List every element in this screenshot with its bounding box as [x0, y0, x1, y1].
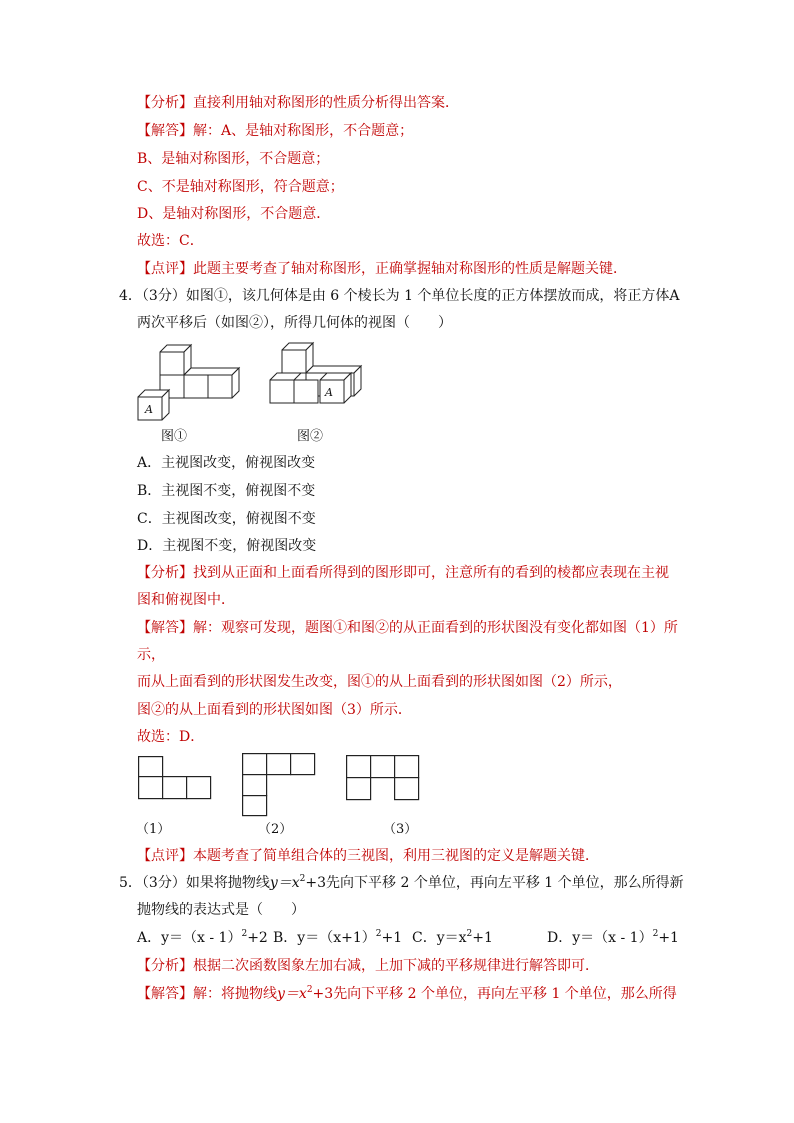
q4-answer-3: 而从上面看到的形状图发生改变，图①的从上面看到的形状图如图（2）所示，	[137, 674, 622, 690]
q5-answer: 【解答】解：将抛物线$y=x^2+3$先向下平移 2 个单位，再向左平移 1 个单位，那么所得	[137, 985, 677, 1002]
parabola-expr: y＝x	[269, 875, 300, 891]
answer-tag: 【解答】	[137, 986, 193, 1002]
q3-comment: 【点评】此题主要考查了轴对称图形，正确掌握轴对称图形的性质是解题关键．	[137, 261, 627, 277]
q5-stem-line1: 5．（3分）如果将抛物线$y=x^2+3$先向下平移 2 个单位，再向左平移 1 个单位，那么所得新	[119, 874, 684, 891]
q4-option-c: C．主视图改变，俯视图不变	[137, 511, 316, 527]
q4-answer-2: 示，	[137, 647, 165, 663]
comment-tag: 【点评】	[137, 848, 193, 864]
comment-tag: 【点评】	[137, 261, 193, 277]
q4-fig1-caption: 图①	[161, 429, 188, 444]
analysis-tag: 【分析】	[137, 565, 193, 581]
q4-view-caption-3: （3）	[383, 822, 418, 837]
q5-option-b: B．$y=(x+1)^2+1$	[273, 929, 403, 946]
q5-analysis: 【分析】根据二次函数图象左加右减，上加下减的平移规律进行解答即可．	[137, 958, 599, 974]
q4-view-caption-2: （2）	[258, 822, 293, 837]
q4-figure-2	[268, 342, 368, 412]
q3-line-b: B、是轴对称图形，不合题意；	[137, 151, 330, 167]
q4-analysis-1: 【分析】找到从正面和上面看所得到的图形即可，注意所有的看到的棱都应表现在主视	[137, 565, 669, 581]
q4-answer-1: 【解答】解：观察可发现，题图①和图②的从正面看到的形状图没有变化都如图（1）所	[137, 620, 678, 636]
answer-tag: 【解答】	[137, 620, 193, 636]
q4-fig2-caption: 图②	[297, 429, 324, 444]
q3-line-c: C、不是轴对称图形，符合题意；	[137, 179, 344, 195]
q4-figure-1	[136, 344, 246, 424]
q5-stem-line2: 抛物线的表达式是（ ）	[137, 902, 305, 918]
q4-view-1	[138, 756, 212, 800]
q5-option-c: C．$y=x^2+1$	[412, 929, 493, 946]
q4-stem-line2: 两次平移后（如图②），所得几何体的视图（ ）	[137, 315, 452, 331]
analysis-tag: 【分析】	[137, 958, 193, 974]
q3-line-d: D、是轴对称图形，不合题意．	[137, 206, 331, 222]
q4-analysis-2: 图和俯视图中．	[137, 592, 235, 608]
q4-view-3	[346, 755, 420, 801]
q5-option-a: A．y＝（x - 1）$^2$+2	[137, 929, 268, 946]
q4-choose: 故选：D．	[137, 729, 205, 745]
q3-answer: 【解答】解：A、是轴对称图形，不合题意；	[137, 123, 414, 139]
parabola-expr-answer: $y=x^2+3$	[277, 985, 334, 1002]
q3-analysis: 【分析】直接利用轴对称图形的性质分析得出答案．	[137, 95, 459, 111]
q4-view-caption-1: （1）	[136, 822, 171, 837]
q4-answer-4: 图②的从上面看到的形状图如图（3）所示．	[137, 702, 412, 718]
q3-choose: 故选：C．	[137, 233, 204, 249]
q4-view-2	[242, 753, 318, 817]
answer-tag: 【解答】	[137, 123, 193, 139]
q4-stem-line1: 4．（3分）如图①，该几何体是由 6 个棱长为 1 个单位长度的正方体摆放而成，将正方体A	[119, 288, 680, 304]
analysis-tag: 【分析】	[137, 95, 193, 111]
q4-comment: 【点评】本题考查了简单组合体的三视图，利用三视图的定义是解题关键．	[137, 848, 599, 864]
q4-option-d: D．主视图不变，俯视图改变	[137, 538, 317, 554]
cube-a-label-2: A	[325, 386, 333, 399]
q4-option-a: A．主视图改变，俯视图改变	[137, 455, 316, 471]
cube-a-label: A	[145, 403, 153, 416]
q4-option-b: B．主视图不变，俯视图不变	[137, 483, 316, 499]
q5-option-d: D．y＝（x - 1）$^2$+1	[547, 929, 679, 946]
